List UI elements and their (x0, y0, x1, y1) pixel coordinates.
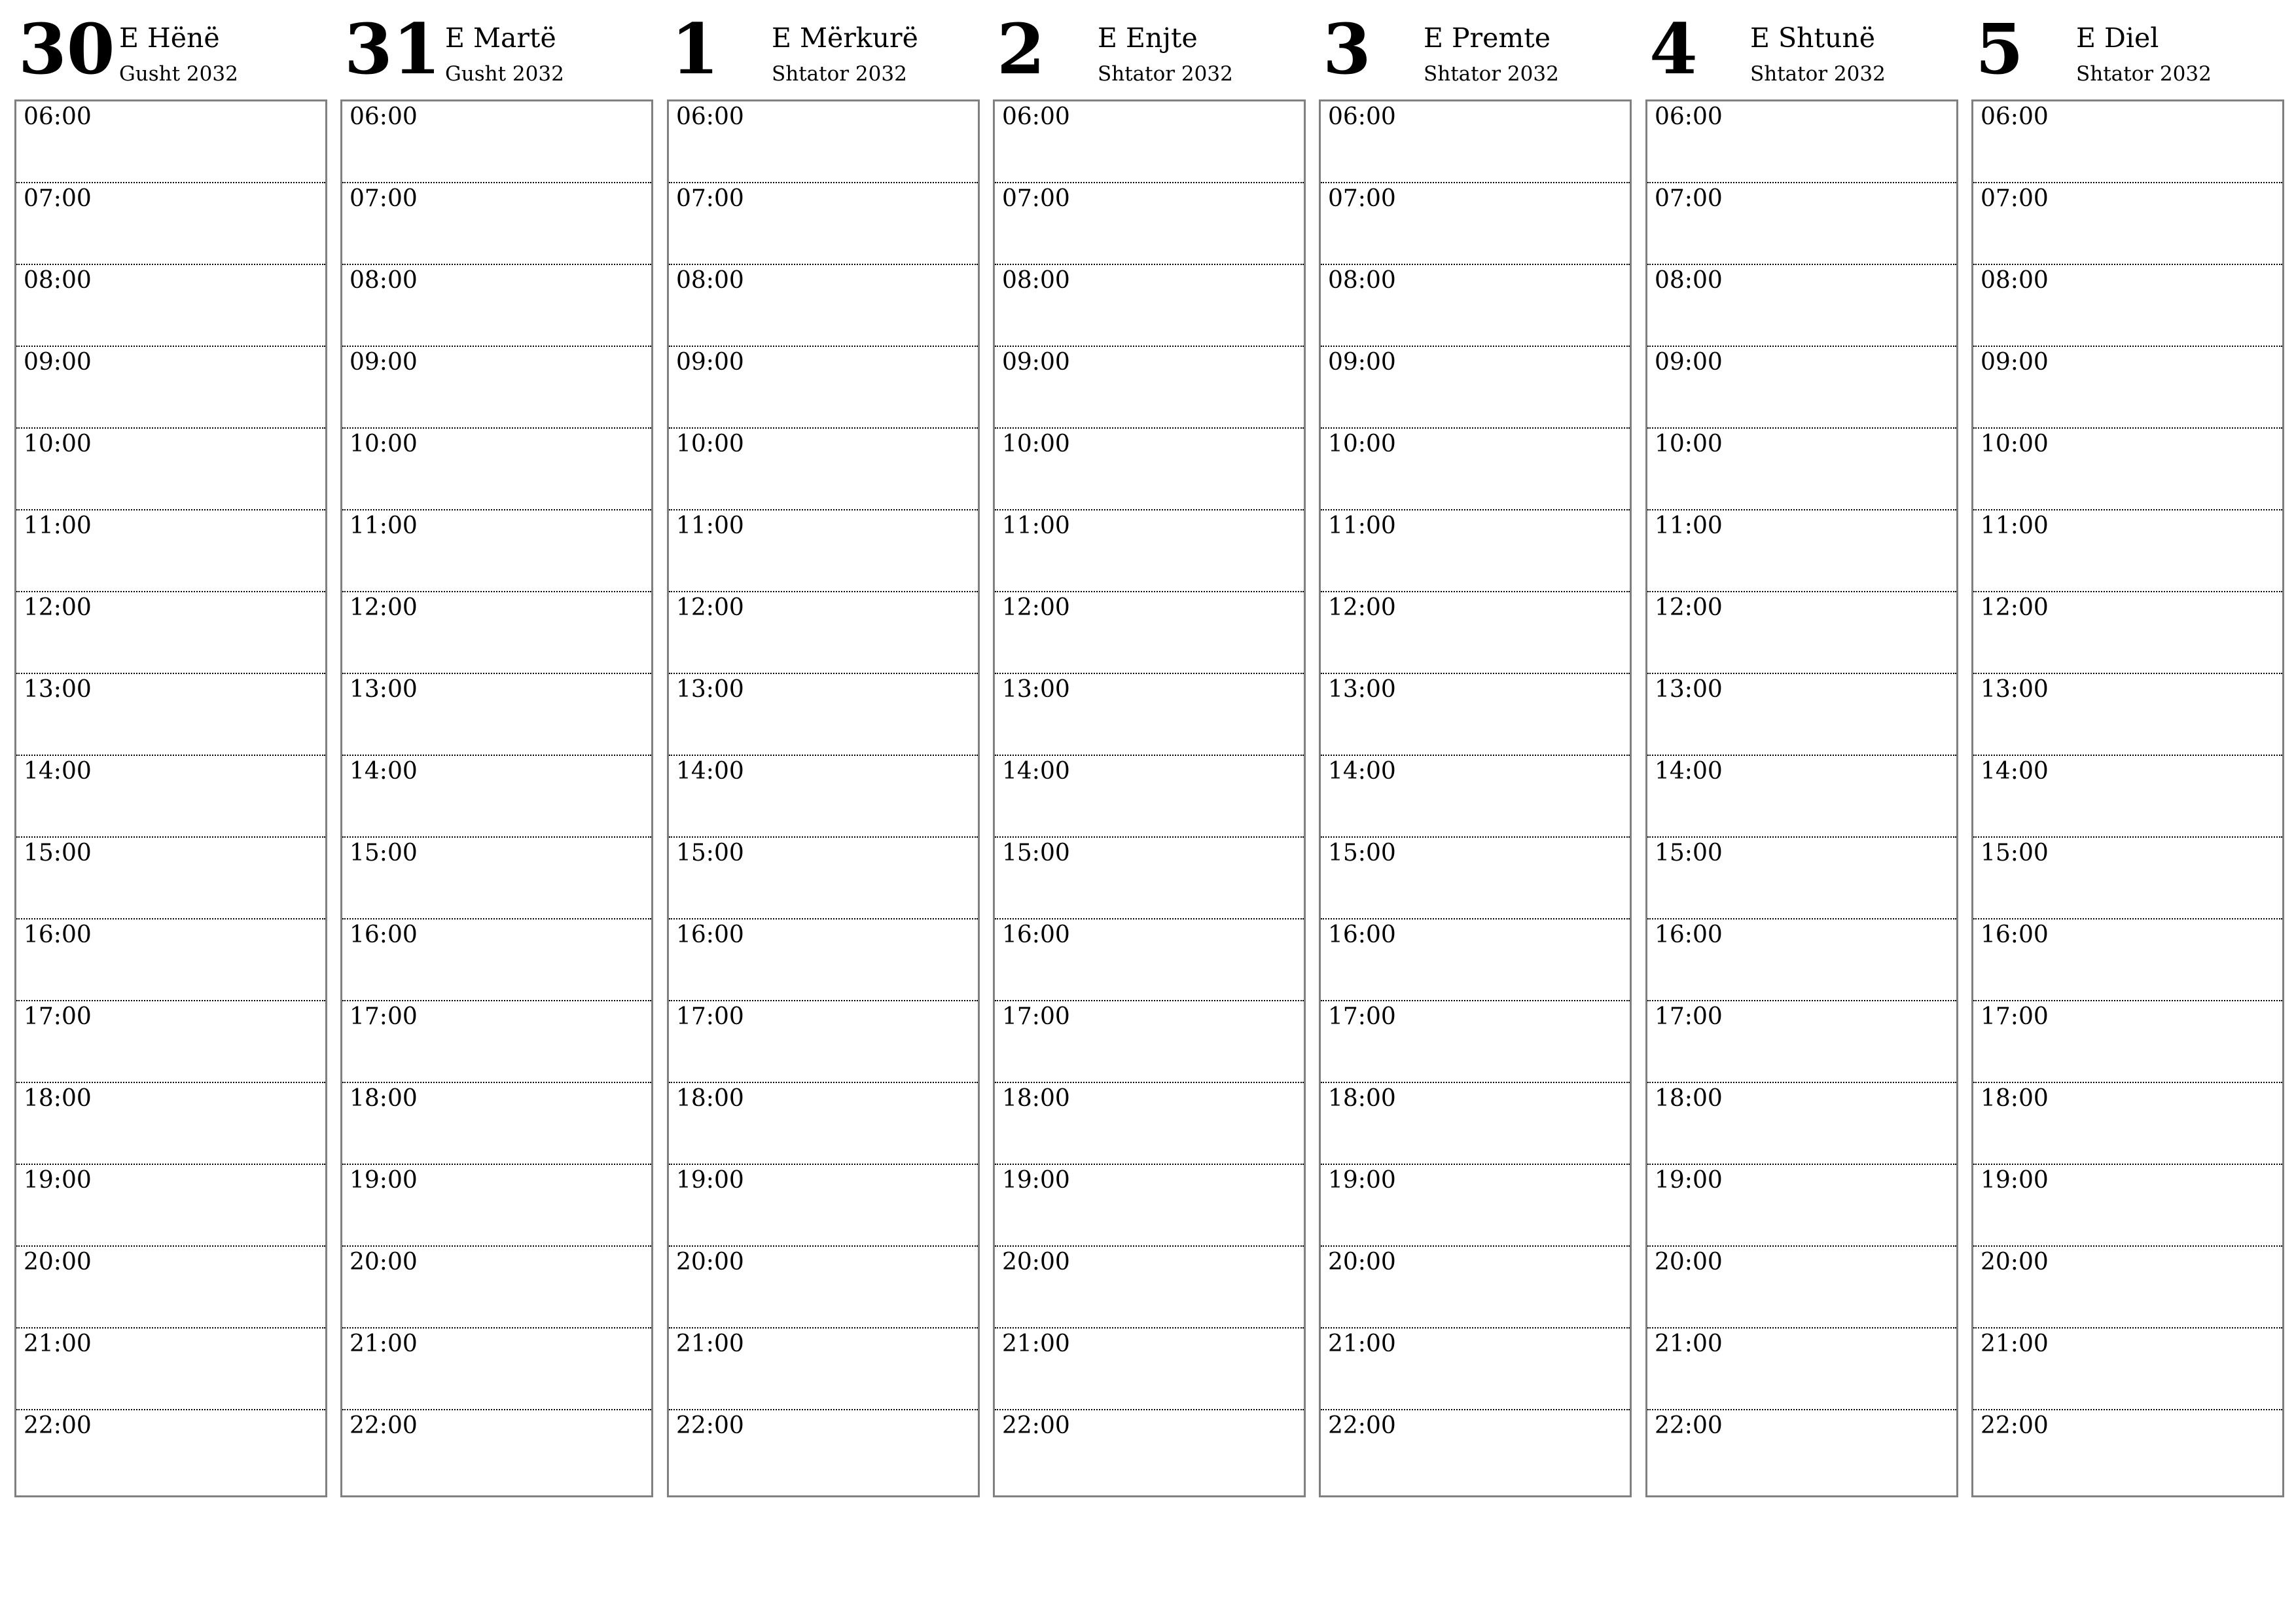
month-year-label: Shtator 2032 (1424, 62, 1559, 86)
hour-slot[interactable] (1973, 510, 2282, 592)
hour-slot[interactable] (1973, 756, 2282, 838)
hour-slot[interactable] (995, 510, 1304, 592)
hour-label: 11:00 (24, 512, 92, 539)
hour-label: 18:00 (24, 1085, 92, 1112)
hour-slot[interactable] (1321, 183, 1630, 265)
hour-label: 13:00 (1981, 676, 2049, 703)
hour-slot[interactable] (342, 183, 651, 265)
hour-label: 18:00 (350, 1085, 418, 1112)
hour-label: 07:00 (1655, 185, 1723, 212)
hour-label: 08:00 (1002, 267, 1070, 294)
day-number: 1 (671, 8, 719, 90)
hour-slot[interactable] (1321, 1165, 1630, 1247)
hour-slot[interactable] (1647, 429, 1956, 510)
hour-label: 21:00 (24, 1330, 92, 1357)
hour-label: 20:00 (1328, 1249, 1396, 1275)
hour-slot[interactable] (16, 265, 325, 347)
hour-slot[interactable] (16, 838, 325, 919)
hour-slot[interactable] (1647, 510, 1956, 592)
hour-label: 21:00 (1981, 1330, 2049, 1357)
month-year-label: Shtator 2032 (1098, 62, 1233, 86)
hour-label: 13:00 (1328, 676, 1396, 703)
hour-label: 22:00 (1655, 1412, 1723, 1439)
hour-label: 09:00 (24, 349, 92, 376)
hour-label: 13:00 (676, 676, 744, 703)
day-column (340, 0, 653, 1439)
hour-label: 15:00 (24, 840, 92, 866)
hour-label: 08:00 (24, 267, 92, 294)
hour-slot[interactable] (1647, 838, 1956, 919)
hour-label: 15:00 (1328, 840, 1396, 866)
hour-label: 20:00 (24, 1249, 92, 1275)
hour-label: 14:00 (1002, 758, 1070, 785)
hour-slot[interactable] (16, 183, 325, 265)
hour-slot[interactable] (16, 1247, 325, 1329)
hour-label: 15:00 (350, 840, 418, 866)
hour-label: 12:00 (1002, 594, 1070, 621)
hour-label: 20:00 (676, 1249, 744, 1275)
hour-label: 17:00 (1981, 1003, 2049, 1030)
hour-slot[interactable] (1973, 347, 2282, 429)
hour-slot[interactable] (342, 265, 651, 347)
hour-label: 13:00 (24, 676, 92, 703)
hour-label: 10:00 (1981, 431, 2049, 457)
hour-slot[interactable] (995, 101, 1304, 183)
hour-slot[interactable] (669, 429, 978, 510)
hour-slot[interactable] (1321, 1001, 1630, 1083)
hour-slot[interactable] (1321, 429, 1630, 510)
hour-slot[interactable] (1321, 510, 1630, 592)
hour-label: 06:00 (1328, 103, 1396, 130)
hour-label: 08:00 (1655, 267, 1723, 294)
hour-slot[interactable] (1973, 101, 2282, 183)
hour-label: 10:00 (350, 431, 418, 457)
hour-label: 13:00 (350, 676, 418, 703)
hour-slot[interactable] (669, 919, 978, 1001)
hour-label: 18:00 (1655, 1085, 1723, 1112)
hour-label: 19:00 (1002, 1167, 1070, 1194)
hour-slot[interactable] (342, 1410, 651, 1492)
hour-label: 17:00 (676, 1003, 744, 1030)
hour-slot[interactable] (1321, 592, 1630, 674)
hour-slot[interactable] (16, 919, 325, 1001)
hour-slot[interactable] (1647, 1001, 1956, 1083)
weekday-name: E Mërkurë (772, 22, 918, 54)
weekday-name: E Hënë (119, 22, 220, 54)
hour-slot[interactable] (995, 756, 1304, 838)
hour-slot[interactable] (1973, 674, 2282, 756)
hour-slot[interactable] (1647, 1247, 1956, 1329)
hour-slot[interactable] (1647, 1410, 1956, 1492)
hour-slot[interactable] (1321, 919, 1630, 1001)
hour-label: 10:00 (676, 431, 744, 457)
hour-label: 18:00 (676, 1085, 744, 1112)
hour-slot[interactable] (16, 347, 325, 429)
hour-label: 21:00 (1655, 1330, 1723, 1357)
hour-slot[interactable] (1973, 183, 2282, 265)
hour-slot[interactable] (1647, 919, 1956, 1001)
hour-slot[interactable] (342, 510, 651, 592)
hour-slot[interactable] (995, 347, 1304, 429)
hour-slot[interactable] (342, 1329, 651, 1410)
hour-slot[interactable] (16, 1001, 325, 1083)
hour-slot[interactable] (669, 510, 978, 592)
hour-slot[interactable] (669, 265, 978, 347)
hour-label: 16:00 (1328, 921, 1396, 948)
hour-label: 11:00 (350, 512, 418, 539)
day-header (14, 0, 327, 99)
hour-slot[interactable] (16, 1410, 325, 1492)
hour-label: 14:00 (24, 758, 92, 785)
hour-label: 17:00 (1655, 1003, 1723, 1030)
hour-slot[interactable] (16, 756, 325, 838)
hour-slot[interactable] (342, 101, 651, 183)
hour-label: 12:00 (1328, 594, 1396, 621)
hour-label: 13:00 (1002, 676, 1070, 703)
day-header (1645, 0, 1958, 99)
hour-slot[interactable] (1973, 592, 2282, 674)
hour-label: 20:00 (350, 1249, 418, 1275)
hour-slot[interactable] (669, 347, 978, 429)
hour-slot[interactable] (1973, 265, 2282, 347)
day-number: 31 (344, 8, 441, 90)
hour-slot[interactable] (1647, 1165, 1956, 1247)
hour-label: 10:00 (1002, 431, 1070, 457)
hour-label: 11:00 (1002, 512, 1070, 539)
day-header (340, 0, 653, 99)
hour-slot[interactable] (1321, 674, 1630, 756)
hour-slot[interactable] (1973, 1001, 2282, 1083)
hour-slot[interactable] (1321, 265, 1630, 347)
hour-slot[interactable] (669, 1001, 978, 1083)
hour-slot[interactable] (1647, 592, 1956, 674)
hour-slot[interactable] (1321, 838, 1630, 919)
hour-grid (1319, 99, 1632, 1497)
hour-slot[interactable] (1647, 183, 1956, 265)
hour-slot[interactable] (995, 1329, 1304, 1410)
day-column (1971, 0, 2284, 1439)
day-header (993, 0, 1306, 99)
hour-slot[interactable] (1647, 1083, 1956, 1165)
hour-slot[interactable] (1973, 1329, 2282, 1410)
hour-label: 19:00 (24, 1167, 92, 1194)
hour-slot[interactable] (342, 429, 651, 510)
day-number: 3 (1323, 8, 1371, 90)
hour-label: 19:00 (1655, 1167, 1723, 1194)
hour-label: 07:00 (1002, 185, 1070, 212)
weekday-name: E Diel (2076, 22, 2159, 54)
hour-label: 07:00 (1981, 185, 2049, 212)
hour-label: 09:00 (1328, 349, 1396, 376)
hour-slot[interactable] (1973, 1410, 2282, 1492)
hour-slot[interactable] (669, 1247, 978, 1329)
hour-label: 19:00 (676, 1167, 744, 1194)
hour-label: 15:00 (676, 840, 744, 866)
hour-slot[interactable] (1973, 1165, 2282, 1247)
hour-label: 10:00 (1655, 431, 1723, 457)
hour-label: 22:00 (1981, 1412, 2049, 1439)
hour-label: 10:00 (24, 431, 92, 457)
hour-slot[interactable] (995, 1247, 1304, 1329)
hour-slot[interactable] (669, 1410, 978, 1492)
hour-slot[interactable] (16, 429, 325, 510)
hour-label: 09:00 (1002, 349, 1070, 376)
hour-grid (340, 99, 653, 1497)
hour-label: 18:00 (1981, 1085, 2049, 1112)
hour-slot[interactable] (669, 756, 978, 838)
hour-slot[interactable] (1321, 1329, 1630, 1410)
hour-slot[interactable] (16, 674, 325, 756)
hour-label: 06:00 (1002, 103, 1070, 130)
hour-slot[interactable] (995, 1001, 1304, 1083)
day-column (14, 0, 327, 1439)
hour-label: 17:00 (1002, 1003, 1070, 1030)
hour-slot[interactable] (16, 592, 325, 674)
hour-slot[interactable] (342, 347, 651, 429)
hour-slot[interactable] (995, 838, 1304, 919)
day-column (1319, 0, 1632, 1439)
hour-label: 18:00 (1328, 1085, 1396, 1112)
hour-slot[interactable] (342, 756, 651, 838)
hour-label: 11:00 (1981, 512, 2049, 539)
hour-grid (667, 99, 980, 1497)
hour-label: 09:00 (1981, 349, 2049, 376)
hour-slot[interactable] (1321, 1083, 1630, 1165)
weekday-name: E Enjte (1098, 22, 1198, 54)
hour-label: 07:00 (1328, 185, 1396, 212)
hour-slot[interactable] (669, 1083, 978, 1165)
hour-label: 22:00 (676, 1412, 744, 1439)
hour-label: 09:00 (350, 349, 418, 376)
hour-slot[interactable] (1973, 919, 2282, 1001)
weekday-name: E Shtunë (1750, 22, 1876, 54)
hour-slot[interactable] (995, 919, 1304, 1001)
hour-slot[interactable] (342, 592, 651, 674)
hour-label: 06:00 (676, 103, 744, 130)
hour-label: 06:00 (350, 103, 418, 130)
hour-slot[interactable] (342, 838, 651, 919)
hour-label: 17:00 (1328, 1003, 1396, 1030)
hour-slot[interactable] (669, 1329, 978, 1410)
month-year-label: Gusht 2032 (445, 62, 564, 86)
day-header (1971, 0, 2284, 99)
hour-slot[interactable] (342, 1001, 651, 1083)
hour-slot[interactable] (995, 1165, 1304, 1247)
hour-label: 06:00 (1655, 103, 1723, 130)
hour-label: 17:00 (24, 1003, 92, 1030)
hour-slot[interactable] (669, 674, 978, 756)
hour-label: 11:00 (1655, 512, 1723, 539)
hour-grid (993, 99, 1306, 1497)
hour-slot[interactable] (669, 1165, 978, 1247)
hour-slot[interactable] (16, 510, 325, 592)
hour-label: 12:00 (1981, 594, 2049, 621)
hour-label: 22:00 (1002, 1412, 1070, 1439)
hour-slot[interactable] (1647, 1329, 1956, 1410)
hour-label: 19:00 (350, 1167, 418, 1194)
hour-slot[interactable] (1647, 756, 1956, 838)
hour-slot[interactable] (342, 674, 651, 756)
hour-label: 13:00 (1655, 676, 1723, 703)
hour-slot[interactable] (342, 1165, 651, 1247)
hour-label: 22:00 (1328, 1412, 1396, 1439)
hour-slot[interactable] (995, 592, 1304, 674)
hour-label: 21:00 (676, 1330, 744, 1357)
hour-slot[interactable] (1321, 1410, 1630, 1492)
hour-label: 22:00 (24, 1412, 92, 1439)
hour-label: 06:00 (24, 103, 92, 130)
hour-slot[interactable] (1647, 674, 1956, 756)
hour-label: 09:00 (1655, 349, 1723, 376)
hour-label: 07:00 (676, 185, 744, 212)
hour-slot[interactable] (669, 101, 978, 183)
hour-slot[interactable] (16, 1329, 325, 1410)
hour-grid (1645, 99, 1958, 1497)
hour-slot[interactable] (995, 429, 1304, 510)
hour-slot[interactable] (1647, 265, 1956, 347)
hour-label: 12:00 (1655, 594, 1723, 621)
weekday-name: E Martë (445, 22, 556, 54)
hour-label: 08:00 (1981, 267, 2049, 294)
day-number: 2 (997, 8, 1045, 90)
hour-slot[interactable] (16, 101, 325, 183)
hour-slot[interactable] (1973, 838, 2282, 919)
hour-slot[interactable] (1321, 101, 1630, 183)
hour-grid (14, 99, 327, 1497)
month-year-label: Gusht 2032 (119, 62, 238, 86)
day-column (1645, 0, 1958, 1439)
hour-slot[interactable] (16, 1165, 325, 1247)
hour-label: 17:00 (350, 1003, 418, 1030)
hour-label: 14:00 (1655, 758, 1723, 785)
hour-slot[interactable] (669, 592, 978, 674)
hour-slot[interactable] (342, 919, 651, 1001)
hour-slot[interactable] (995, 1083, 1304, 1165)
hour-label: 09:00 (676, 349, 744, 376)
hour-label: 14:00 (350, 758, 418, 785)
hour-slot[interactable] (1321, 756, 1630, 838)
hour-grid (1971, 99, 2284, 1497)
hour-label: 15:00 (1981, 840, 2049, 866)
hour-label: 21:00 (350, 1330, 418, 1357)
hour-label: 08:00 (1328, 267, 1396, 294)
hour-label: 06:00 (1981, 103, 2049, 130)
hour-slot[interactable] (1973, 429, 2282, 510)
month-year-label: Shtator 2032 (1750, 62, 1886, 86)
hour-slot[interactable] (1973, 1083, 2282, 1165)
hour-label: 16:00 (1655, 921, 1723, 948)
day-column (993, 0, 1306, 1439)
day-header (1319, 0, 1632, 99)
month-year-label: Shtator 2032 (772, 62, 907, 86)
hour-slot[interactable] (1647, 101, 1956, 183)
hour-label: 19:00 (1981, 1167, 2049, 1194)
hour-label: 16:00 (350, 921, 418, 948)
hour-label: 12:00 (350, 594, 418, 621)
month-year-label: Shtator 2032 (2076, 62, 2212, 86)
hour-slot[interactable] (342, 1083, 651, 1165)
hour-slot[interactable] (669, 183, 978, 265)
hour-label: 16:00 (24, 921, 92, 948)
day-column (667, 0, 980, 1439)
hour-label: 10:00 (1328, 431, 1396, 457)
hour-label: 07:00 (24, 185, 92, 212)
hour-label: 18:00 (1002, 1085, 1070, 1112)
hour-label: 22:00 (350, 1412, 418, 1439)
hour-slot[interactable] (1321, 1247, 1630, 1329)
hour-label: 16:00 (676, 921, 744, 948)
hour-slot[interactable] (1321, 347, 1630, 429)
hour-label: 21:00 (1328, 1330, 1396, 1357)
hour-label: 11:00 (676, 512, 744, 539)
hour-label: 20:00 (1002, 1249, 1070, 1275)
hour-slot[interactable] (995, 265, 1304, 347)
hour-slot[interactable] (342, 1247, 651, 1329)
weekday-name: E Premte (1424, 22, 1551, 54)
hour-label: 16:00 (1981, 921, 2049, 948)
hour-slot[interactable] (669, 838, 978, 919)
hour-slot[interactable] (995, 1410, 1304, 1492)
hour-label: 16:00 (1002, 921, 1070, 948)
hour-label: 07:00 (350, 185, 418, 212)
day-number: 30 (18, 8, 115, 90)
day-number: 5 (1975, 8, 2024, 90)
day-number: 4 (1649, 8, 1698, 90)
hour-slot[interactable] (995, 674, 1304, 756)
hour-slot[interactable] (1647, 347, 1956, 429)
hour-label: 15:00 (1002, 840, 1070, 866)
hour-label: 14:00 (1328, 758, 1396, 785)
hour-label: 14:00 (1981, 758, 2049, 785)
hour-label: 19:00 (1328, 1167, 1396, 1194)
hour-label: 20:00 (1655, 1249, 1723, 1275)
hour-label: 21:00 (1002, 1330, 1070, 1357)
day-header (667, 0, 980, 99)
hour-slot[interactable] (1973, 1247, 2282, 1329)
hour-label: 12:00 (676, 594, 744, 621)
hour-slot[interactable] (16, 1083, 325, 1165)
hour-label: 14:00 (676, 758, 744, 785)
hour-slot[interactable] (995, 183, 1304, 265)
hour-label: 08:00 (676, 267, 744, 294)
hour-label: 20:00 (1981, 1249, 2049, 1275)
hour-label: 15:00 (1655, 840, 1723, 866)
hour-label: 12:00 (24, 594, 92, 621)
hour-label: 08:00 (350, 267, 418, 294)
hour-label: 11:00 (1328, 512, 1396, 539)
